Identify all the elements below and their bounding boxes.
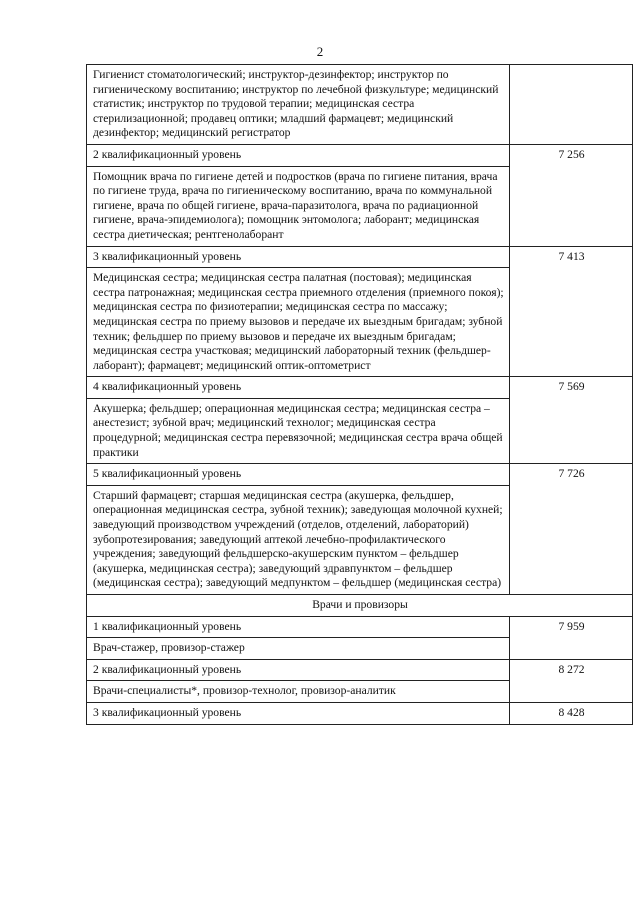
position-list: Врачи-специалисты*, провизор-технолог, провизор-аналитик bbox=[87, 681, 510, 703]
qualification-level-label: 2 квалификационный уровень bbox=[87, 659, 510, 681]
qualification-level-label: 4 квалификационный уровень bbox=[87, 377, 510, 399]
salary-table bbox=[86, 64, 633, 725]
section-header: Врачи и провизоры bbox=[87, 595, 633, 617]
qualification-level-row bbox=[87, 659, 633, 681]
salary-table-body bbox=[87, 65, 633, 725]
qualification-level-label: 5 квалификационный уровень bbox=[87, 464, 510, 486]
salary-amount: 8 428 bbox=[510, 702, 633, 724]
position-list: Акушерка; фельдшер; операционная медицинская сестра; медицинская сестра – анестезист; зубной врач; медицинский технолог; медицинская сестра процедурной; медицинская сестра перевязочной; медицинская сестра врача общей практики bbox=[87, 398, 510, 463]
position-list: Помощник врача по гигиене детей и подростков (врача по гигиене питания, врача по гигиене труда, врача по гигиеническому воспитанию, врача по коммунальной гигиене, врача по общей гигиене, врача-паразитолога, врача по радиационной гигиене, врача-эпидемиолога); помощник энтомолога; лаборант; медицинская сестра диетическая; рентгенолаборант bbox=[87, 166, 510, 246]
qualification-level-label: 3 квалификационный уровень bbox=[87, 702, 510, 724]
qualification-level-row bbox=[87, 377, 633, 399]
qualification-level-row bbox=[87, 702, 633, 724]
salary-amount: 7 959 bbox=[510, 616, 633, 659]
qualification-level-label: 2 квалификационный уровень bbox=[87, 144, 510, 166]
qualification-level-row bbox=[87, 464, 633, 486]
position-list: Врач-стажер, провизор-стажер bbox=[87, 638, 510, 660]
salary-amount: 7 726 bbox=[510, 464, 633, 595]
qualification-level-row bbox=[87, 246, 633, 268]
qualification-level-row bbox=[87, 616, 633, 638]
position-list: Гигиенист стоматологический; инструктор-дезинфектор; инструктор по гигиеническому воспитанию; инструктор по лечебной физкультуре; медицинский статистик; инструктор по трудовой терапии; медицинская сестра стерилизационной; продавец оптики; младший фармацевт; медицинский дезинфектор; медицинский регистратор bbox=[87, 65, 510, 145]
position-list: Старший фармацевт; старшая медицинская сестра (акушерка, фельдшер, операционная медицинская сестра, зубной техник); заведующая молочной кухней; заведующий производством учреждений (отделов, отделений, лабораторий) зубопротезирования; заведующий аптекой лечебно-профилактического учреждения; заведующий фельдшерско-акушерским пунктом – фельдшер (акушерка, медицинская сестра); заведующий здравпунктом – фельдшер (медицинская сестра); заведующий медпунктом – фельдшер (медицинская сестра) bbox=[87, 485, 510, 594]
salary-amount: 8 272 bbox=[510, 659, 633, 702]
qualification-level-label: 1 квалификационный уровень bbox=[87, 616, 510, 638]
empty-amount-cell bbox=[510, 65, 633, 145]
qualification-level-label: 3 квалификационный уровень bbox=[87, 246, 510, 268]
qualification-level-row bbox=[87, 144, 633, 166]
salary-amount: 7 413 bbox=[510, 246, 633, 377]
salary-amount: 7 569 bbox=[510, 377, 633, 464]
position-list: Медицинская сестра; медицинская сестра палатная (постовая); медицинская сестра патронажная; медицинская сестра приемного отделения (приемного покоя); медицинская сестра по физиотерапии; медицинская сестра по массажу; медицинская сестра по приему вызовов и передаче их выездным бригадам; зубной техник; фельдшер по приему вызовов и передаче их выездным бригадам; медицинская сестра участковая; медицинский лабораторный техник (фельдшер-лаборант); фармацевт; медицинский оптик-оптометрист bbox=[87, 268, 510, 377]
page-number: 2 bbox=[316, 44, 324, 59]
salary-amount: 7 256 bbox=[510, 144, 633, 246]
position-list-row bbox=[87, 65, 633, 145]
section-header-row bbox=[87, 595, 633, 617]
